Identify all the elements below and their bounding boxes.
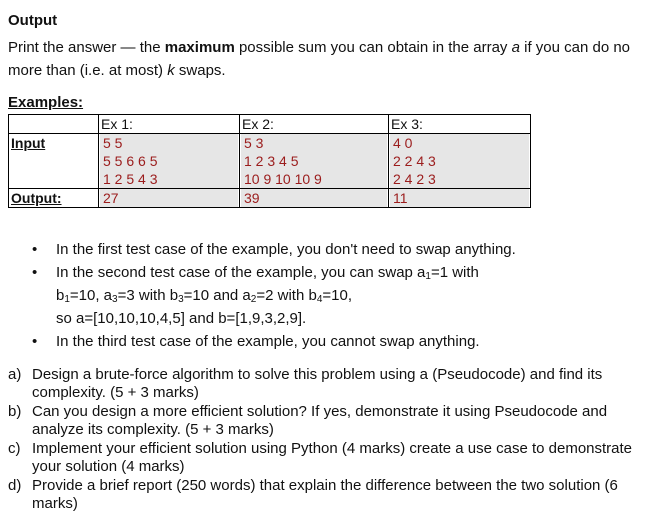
question-c	[8, 440, 648, 476]
input-ex1-line1: 5 5	[103, 135, 123, 151]
output-ex1	[99, 189, 240, 208]
input-ex3-line2: 2 2 4 3	[393, 153, 436, 169]
input-ex1	[99, 134, 240, 189]
question-b-marker: b)	[8, 403, 22, 420]
output-heading: Output	[8, 12, 58, 29]
questions-list	[8, 366, 648, 514]
question-d-marker: d)	[8, 477, 22, 494]
para-text-2: possible sum you can obtain in the array	[234, 39, 512, 56]
table-header-row	[9, 115, 531, 134]
question-a-text: Design a brute-force algorithm to solve this problem using a (Pseudocode) and find its complexity. (5 + 3 marks)	[32, 366, 603, 401]
question-b	[8, 403, 648, 439]
question-c-marker: c)	[8, 440, 21, 457]
question-a-marker: a)	[8, 366, 22, 383]
input-ex1-line3: 1 2 5 4 3	[103, 171, 158, 187]
output-ex3-value: 11	[390, 189, 529, 207]
output-row	[9, 189, 531, 208]
notes-list	[30, 238, 630, 353]
question-c-text: Implement your efficient solution using Python (4 marks) create a use case to demonstrate your solution (4 marks)	[32, 440, 633, 475]
question-d	[8, 477, 648, 513]
input-ex2-line1: 5 3	[244, 135, 264, 151]
para-text-3: if you can do no more than (i.e. at most)	[8, 39, 631, 79]
input-label: Input	[9, 134, 99, 189]
input-ex2	[240, 134, 389, 189]
para-text-4: swaps.	[174, 62, 226, 79]
examples-table	[8, 114, 531, 208]
para-italic-a: a	[511, 39, 520, 56]
header-ex2: Ex 2:	[240, 115, 389, 134]
examples-heading: Examples:	[8, 94, 84, 111]
output-ex1-value: 27	[100, 189, 238, 207]
input-ex3-line1: 4 0	[393, 135, 413, 151]
output-ex2	[240, 189, 389, 208]
input-ex2-line3: 10 9 10 10 9	[244, 171, 322, 187]
para-bold-maximum: maximum	[164, 39, 235, 56]
header-ex1: Ex 1:	[99, 115, 240, 134]
question-d-text: Provide a brief report (250 words) that explain the difference between the two solution (6 marks)	[32, 477, 618, 512]
note-item-3: • In the third test case of the example, you cannot swap anything.	[30, 330, 630, 353]
header-empty-cell	[9, 115, 99, 134]
output-ex2-value: 39	[241, 189, 387, 207]
input-ex3	[389, 134, 531, 189]
header-ex3: Ex 3:	[389, 115, 531, 134]
input-ex1-line2: 5 5 6 6 5	[103, 153, 158, 169]
question-a	[8, 366, 648, 402]
input-ex3-line3: 2 4 2 3	[393, 171, 436, 187]
note-item-1: • In the first test case of the example, you don't need to swap anything.	[30, 238, 630, 261]
output-ex3	[389, 189, 531, 208]
output-label: Output:	[9, 189, 99, 208]
note-item-2-line3: so a=[10,10,10,4,5] and b=[1,9,3,2,9].	[56, 310, 307, 327]
output-description	[8, 36, 648, 82]
para-text-1: Print the answer — the	[8, 39, 165, 56]
question-b-text: Can you design a more efficient solution? If yes, demonstrate it using Pseudocode and analyze its complexity. (5 + 3 marks)	[32, 403, 608, 438]
input-row	[9, 134, 531, 189]
para-italic-k: k	[167, 62, 175, 79]
note-item-2: • In the second test case of the example, you can swap $a_1=1$ with $b_1=10$, $a_3=3$ with $b_3=10$ and $a_2=2$ with $b_4=10$, so a=[10,10,10,4,5] and b=[1,9,3,2,9].	[30, 261, 630, 330]
input-ex2-line2: 1 2 3 4 5	[244, 153, 299, 169]
